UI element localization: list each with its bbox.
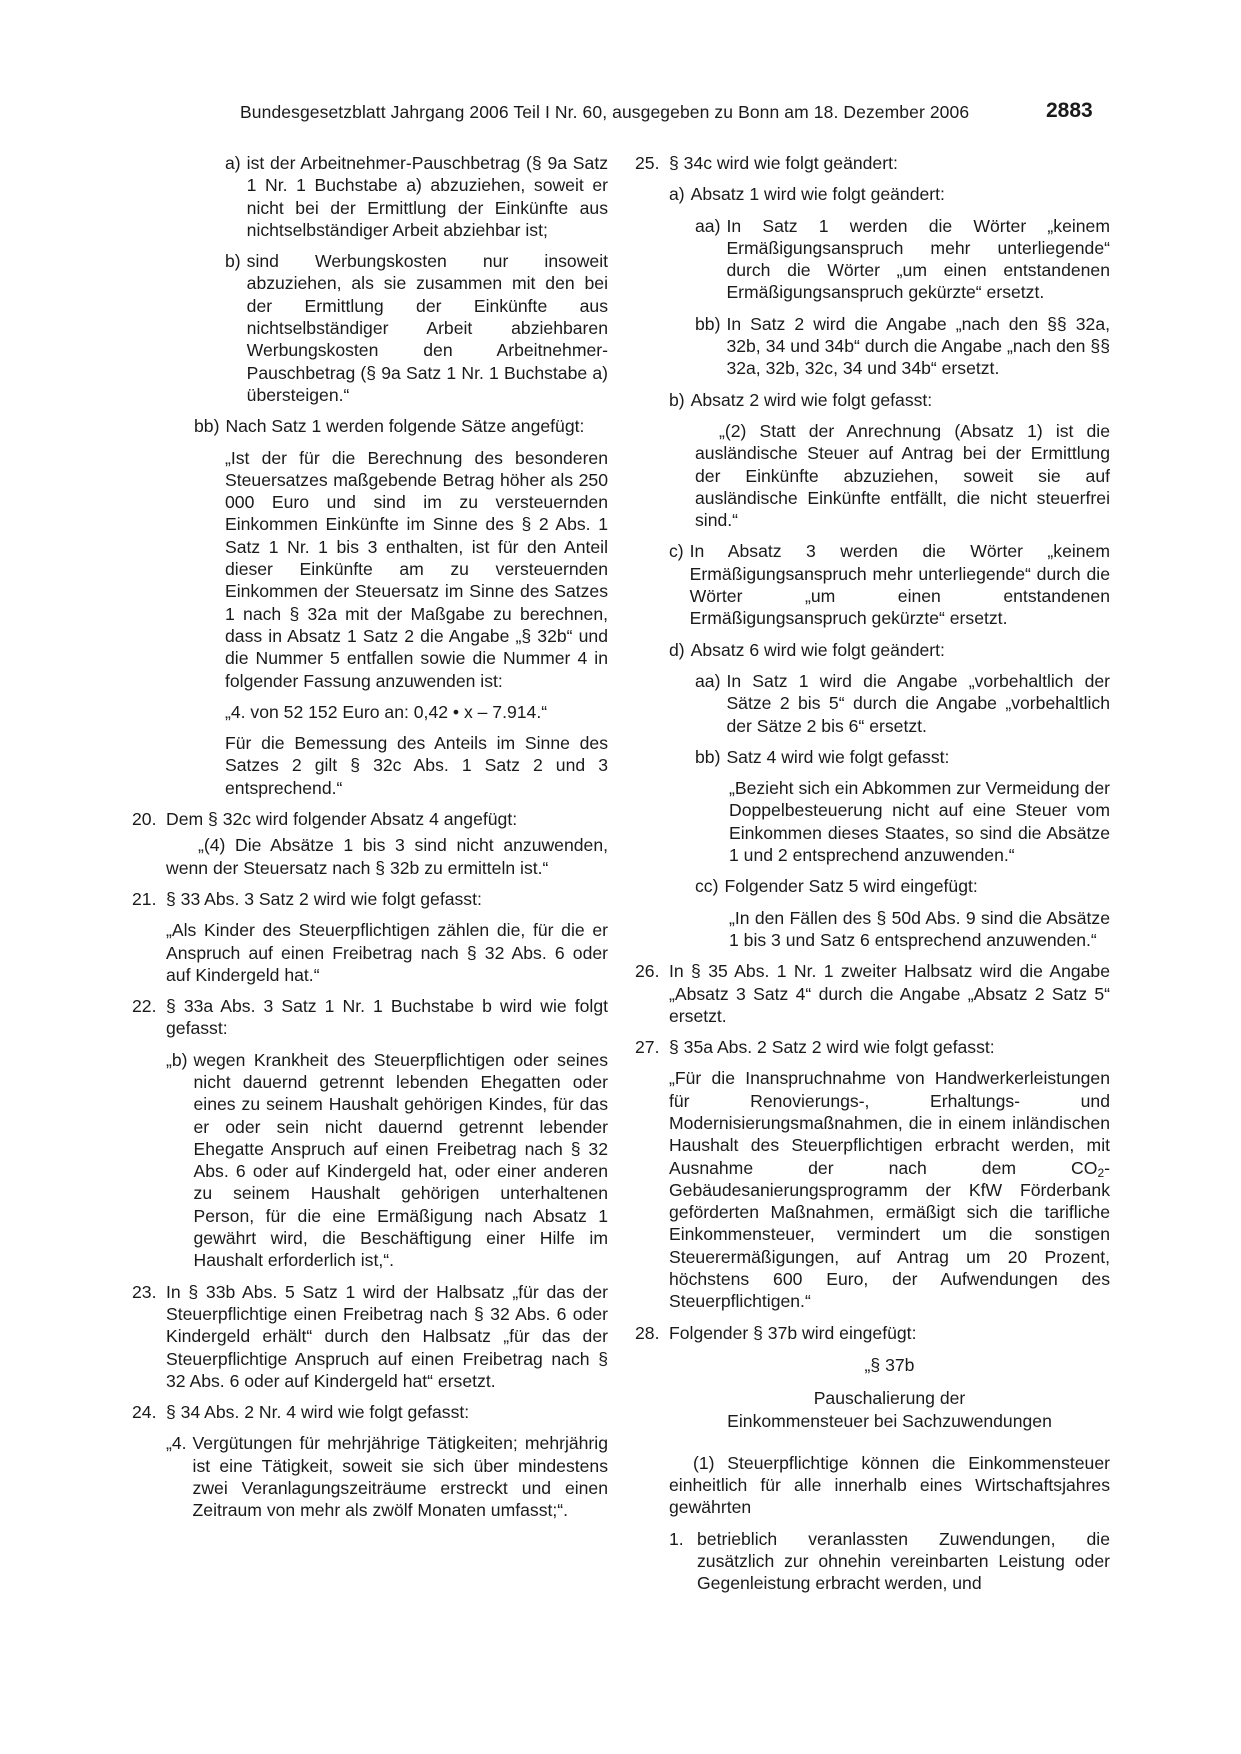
list-item-25 [635, 152, 1110, 174]
item-text: wegen Krankheit des Steuerpflichtigen oder seines nicht dauernd getrennt lebenden Ehegatten oder eines zu seinem Haushalt gehörigen Kindes, für das er oder sein nicht dauernd getrennt lebender Ehegatte Anspruch auf einen Freibetrag nach § 32 Abs. 6 oder auf Kindergeld hat, oder einer anderen zu seinem Haushalt gehörigen unterhaltenen Person, für die eine Ermäßigung nach Absatz 1 gewährt wird, die Beschäftigung einer Hilfe im Haushalt erforderlich ist,“. [193, 1049, 608, 1271]
item-text: betrieblich veranlassten Zuwendungen, die zusätzlich zur ohnehin vereinbarten Leistung oder Gegenleistung erbracht werden, und [697, 1528, 1110, 1594]
item-label: bb) [695, 746, 721, 767]
item-text: Vergütungen für mehrjährige Tätigkeiten; mehrjährig ist eine Tätigkeit, soweit sie sich über mindestens zwei Veranlagungszeiträume erstreckt und einen Zeitraum von mehr als zwölf Monaten umfasst;“. [192, 1433, 608, 1521]
item-text: In Satz 1 werden die Wörter „keinem Ermäßigungsanspruch mehr unterliegende“ durch die Wörter „um einen entstandenen Ermäßigungsanspruch gekürzte“ ersetzt. [726, 215, 1110, 303]
quoted-text: „Als Kinder des Steuerpflichtigen zählen die, für die er Anspruch auf einen Freibetrag nach § 32 Abs. 6 oder auf Kindergeld hat.“ [166, 920, 608, 985]
section-title: Einkommensteuer bei Sachzuwendungen [727, 1410, 1052, 1431]
list-item-cc [695, 875, 1110, 897]
item-label: „4. [166, 1433, 187, 1454]
subscript-2: 2 [1097, 1165, 1105, 1180]
quoted-text: Für die Bemessung des Anteils im Sinne des Satzes 2 gilt § 32c Abs. 1 Satz 2 und 3 entsprechend.“ [225, 733, 608, 798]
item-text: In § 35 Abs. 1 Nr. 1 zweiter Halbsatz wird die Angabe „Absatz 3 Satz 4“ durch die Angabe „Absatz 2 Satz 5“ ersetzt. [669, 961, 1110, 1026]
list-item-c [669, 540, 1110, 629]
item-label: cc) [695, 876, 719, 897]
item-text: § 34 Abs. 2 Nr. 4 wird wie folgt gefasst: [166, 1402, 470, 1423]
list-item-bb [695, 746, 1110, 768]
item-label: a) [669, 184, 685, 205]
item-text: Dem § 32c wird folgender Absatz 4 angefügt: [166, 809, 518, 830]
right-column [635, 152, 1110, 1595]
list-item-a [225, 152, 608, 241]
quoted-text: „(2) Statt der Anrechnung (Absatz 1) ist die ausländische Steuer auf Antrag bei der Ermittlung der Einkünfte abzuziehen, soweit sie auf ausländische Einkünfte entfällt, die nicht steuerfrei sind.“ [695, 420, 1110, 531]
quoted-text: „In den Fällen des § 50d Abs. 9 sind die Absätze 1 bis 3 und Satz 6 entsprechend anzuwenden.“ [729, 907, 1110, 950]
list-item-bb [194, 415, 608, 437]
item-number: 21. [132, 888, 157, 909]
item-text: In Absatz 3 werden die Wörter „keinem Ermäßigungsanspruch mehr unterliegende“ durch die Wörter „um einen entstandenen Ermäßigungsanspruch gekürzte“ ersetzt. [689, 541, 1110, 629]
item-text: Folgender § 37b wird eingefügt: [669, 1322, 917, 1343]
item-label: c) [669, 541, 684, 562]
item-text: ist der Arbeitnehmer-Pauschbetrag (§ 9a Satz 1 Nr. 1 Buchstabe a) abzuziehen, soweit er nicht bei der Ermittlung der Einkünfte aus nichtselbständiger Arbeit abziehbar ist; [246, 153, 608, 240]
item-number: 23. [132, 1281, 157, 1302]
list-item-aa [695, 215, 1110, 304]
item-text: Nach Satz 1 werden folgende Sätze angefügt: [225, 416, 585, 437]
list-item-bb [695, 313, 1110, 380]
left-column [132, 152, 608, 1522]
item-text: Absatz 1 wird wie folgt geändert: [690, 184, 945, 205]
list-item-27 [635, 1036, 1110, 1058]
item-number: 26. [635, 961, 660, 982]
item-text: sind Werbungskosten nur insoweit abzuziehen, als sie zusammen mit den bei der Ermittlung der Einkünfte aus nichtselbständiger Arbeit abziehbaren Werbungskosten den Arbeitnehmer-Pauschbetrag (§ 9a Satz 1 Nr. 1 Buchstabe a) übersteigen.“ [246, 251, 608, 405]
item-text: § 34c wird wie folgt geändert: [669, 153, 898, 173]
list-item-26 [635, 960, 1110, 1027]
item-label: „b) [166, 1049, 188, 1070]
item-text: § 33 Abs. 3 Satz 2 wird wie folgt gefasst: [166, 888, 482, 909]
item-text: In Satz 2 wird die Angabe „nach den §§ 32a, 32b, 34 und 34b“ durch die Angabe „nach den §§ 32a, 32b, 32c, 34 und 34b“ ersetzt. [726, 313, 1110, 379]
formula-line: „4. von 52 152 Euro an: 0,42 • x – 7.914.“ [225, 701, 548, 722]
running-title: Bundesgesetzblatt Jahrgang 2006 Teil I Nr. 60, ausgegeben zu Bonn am 18. Dezember 2006 [240, 102, 970, 122]
list-item-28 [635, 1322, 1110, 1344]
quoted-text: „Bezieht sich ein Abkommen zur Vermeidung der Doppelbesteuerung nicht auf eine Steuer vom Einkommen dieses Staates, so sind die Absätze 1 und 2 entsprechend anzuwenden.“ [729, 778, 1110, 866]
list-item-22 [132, 995, 608, 1040]
item-text: Satz 4 wird wie folgt gefasst: [726, 746, 950, 767]
item-label: aa) [695, 670, 721, 691]
list-item-d [669, 639, 1110, 661]
item-number: 1. [669, 1528, 684, 1549]
quoted-list-item [166, 1049, 608, 1272]
item-text: § 33a Abs. 3 Satz 1 Nr. 1 Buchstabe b wird wie folgt gefasst: [166, 996, 608, 1039]
list-item-a [669, 183, 1110, 205]
list-item-24 [132, 1401, 608, 1423]
list-item-23 [132, 1281, 608, 1392]
quoted-text [669, 1067, 1110, 1312]
list-item-21 [132, 888, 608, 910]
section-heading: „§ 37b [864, 1354, 915, 1375]
list-item-aa [695, 670, 1110, 737]
item-label: b) [669, 389, 685, 410]
item-text: In Satz 1 wird die Angabe „vorbehaltlich der Sätze 2 bis 5“ durch die Angabe „vorbehaltlich der Sätze 2 bis 6“ ersetzt. [726, 670, 1110, 736]
item-number: 20. [132, 809, 157, 830]
item-label: b) [225, 251, 241, 272]
page-number: 2883 [1046, 99, 1093, 122]
item-label: bb) [695, 313, 721, 334]
item-text: In § 33b Abs. 5 Satz 1 wird der Halbsatz „für das der Steuerpflichtige einen Freibetrag nach § 32 Abs. 6 oder Kindergeld erhält“ durch den Halbsatz „für das der Steuerpflichtige Anspruch auf einen Freibetrag nach § 32 Abs. 6 oder auf Kindergeld hat“ ersetzt. [166, 1281, 608, 1391]
item-label: d) [669, 639, 685, 660]
item-text: Absatz 6 wird wie folgt geändert: [690, 639, 945, 660]
paragraph: (1) Steuerpflichtige können die Einkommensteuer einheitlich für alle innerhalb eines Wirtschaftsjahres gewährten [669, 1452, 1110, 1518]
list-item-b [225, 250, 608, 406]
list-item-b [669, 389, 1110, 411]
item-number: 22. [132, 996, 157, 1017]
item-number: 25. [635, 153, 660, 173]
quoted-text: „Ist der für die Berechnung des besonderen Steuersatzes maßgebende Betrag höher als 250 000 Euro und sind im zu versteuernden Einkommen Einkünfte im Sinne des § 2 Abs. 1 Satz 1 Nr. 1 bis 3 enthalten, ist für den Anteil dieser Einkünfte am zu versteuernden Einkommen der Steuersatz im Sinne des Satzes 1 nach § 32a mit der Maßgabe zu berechnen, dass in Absatz 1 Satz 2 die Angabe „§ 32b“ und die Nummer 5 entfallen sowie die Nummer 4 in folgender Fassung anzuwenden ist: [225, 447, 608, 691]
quoted-list-item [166, 1432, 608, 1521]
list-item-20 [132, 808, 608, 830]
item-label: bb) [194, 416, 220, 437]
item-number: 28. [635, 1322, 660, 1343]
quoted-text: „(4) Die Absätze 1 bis 3 sind nicht anzuwenden, wenn der Steuersatz nach § 32b zu ermitteln ist.“ [166, 835, 608, 878]
section-title: Pauschalierung der [813, 1388, 966, 1409]
quote-part: -Gebäudesanierungsprogramm der KfW Förderbank geförderten Maßnahmen, ermäßigt sich die tarifliche Einkommensteuer, vermindert um die sonstigen Steuerermäßigungen, auf Antrag um 20 Prozent, höchstens 600 Euro, der Aufwendungen des Steuerpflichtigen.“ [669, 1157, 1110, 1312]
numbered-item-1 [669, 1528, 1110, 1595]
item-text: § 35a Abs. 2 Satz 2 wird wie folgt gefasst: [669, 1037, 995, 1058]
item-text: Absatz 2 wird wie folgt gefasst: [690, 389, 933, 410]
item-label: a) [225, 153, 241, 173]
quote-part: „Für die Inanspruchnahme von Handwerkerleistungen für Renovierungs-, Erhaltungs- und Modernisierungsmaßnahmen, die in einem inländischen Haushalt des Steuerpflichtigen erbracht werden, mit Ausnahme der nach dem CO [669, 1068, 1110, 1178]
item-number: 24. [132, 1402, 157, 1423]
item-text: Folgender Satz 5 wird eingefügt: [724, 876, 978, 897]
item-label: aa) [695, 215, 721, 236]
item-number: 27. [635, 1037, 660, 1058]
